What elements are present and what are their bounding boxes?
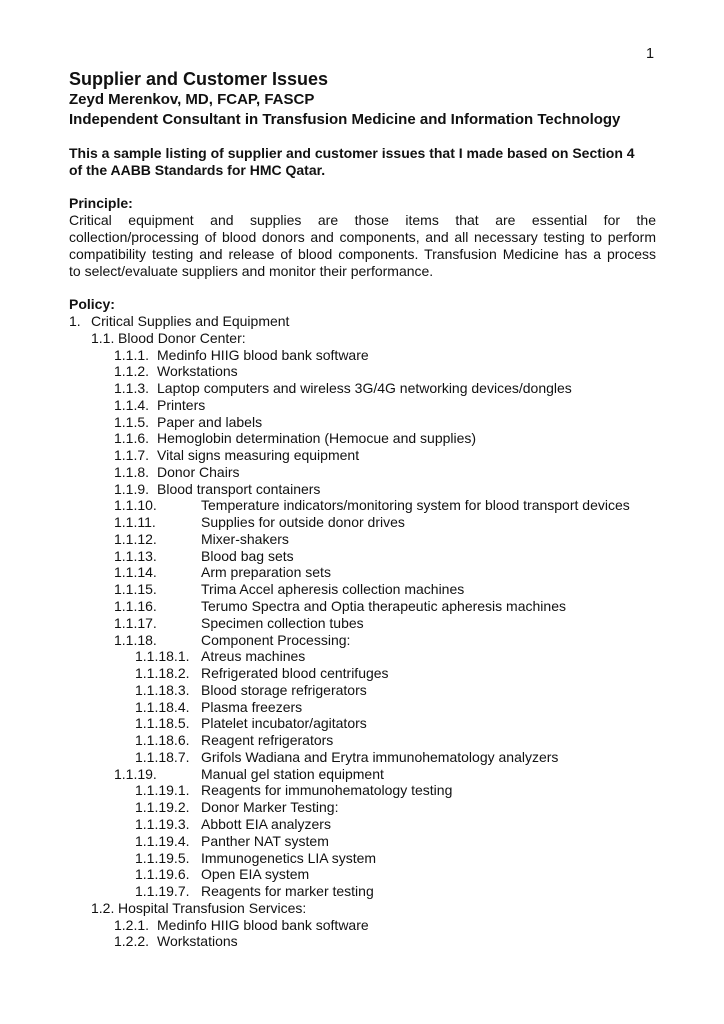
list-item-text: Donor Marker Testing: bbox=[201, 799, 339, 816]
list-item bbox=[0, 380, 724, 397]
list-item-number: 1.1.19.7. bbox=[135, 883, 190, 900]
list-item-number: 1.1.19.3. bbox=[135, 815, 190, 832]
list-item-number: 1.1.19. bbox=[114, 765, 157, 782]
list-item bbox=[0, 833, 724, 850]
list-item bbox=[0, 699, 724, 716]
list-item-text: Blood Donor Center: bbox=[118, 329, 246, 346]
list-item bbox=[0, 917, 724, 934]
list-item-number: 1.1.6. bbox=[114, 430, 150, 447]
list-item-text: Mixer-shakers bbox=[201, 530, 289, 547]
list-item bbox=[0, 682, 724, 699]
list-item-number: 1.2.1. bbox=[114, 916, 150, 933]
list-item-text: Panther NAT system bbox=[201, 832, 329, 849]
list-item-number: 1.1.14. bbox=[114, 564, 157, 581]
list-item-text: Manual gel station equipment bbox=[201, 765, 384, 782]
list-item-text: Abbott EIA analyzers bbox=[201, 815, 331, 832]
list-item-text: Plasma freezers bbox=[201, 698, 303, 715]
list-item-text: Reagents for marker testing bbox=[201, 883, 374, 900]
list-item-number: 1.1.3. bbox=[114, 380, 150, 397]
list-item-number: 1.1.4. bbox=[114, 396, 150, 413]
policy-list bbox=[0, 313, 724, 950]
policy-heading: Policy: bbox=[69, 296, 115, 312]
list-item-number: 1.1.18.6. bbox=[135, 732, 190, 749]
list-item-text: Component Processing: bbox=[201, 631, 351, 648]
list-item-number: 1.1.18.2. bbox=[135, 665, 190, 682]
list-item bbox=[0, 866, 724, 883]
list-item-number: 1.2. bbox=[91, 899, 115, 916]
list-item-number: 1.1.13. bbox=[114, 547, 157, 564]
list-item-text: Immunogenetics LIA system bbox=[201, 849, 377, 866]
list-item-number: 1.1.8. bbox=[114, 463, 150, 480]
list-item-number: 1.1.19.6. bbox=[135, 866, 190, 883]
list-item-number: 1.1.15. bbox=[114, 581, 157, 598]
list-item-text: Reagents for immunohematology testing bbox=[201, 782, 453, 799]
list-item-number: 1.1.18.3. bbox=[135, 681, 190, 698]
list-item-text: Trima Accel apheresis collection machines bbox=[201, 581, 465, 598]
list-item-text: Blood transport containers bbox=[157, 480, 321, 497]
author-line: Zeyd Merenkov, MD, FCAP, FASCP bbox=[69, 91, 315, 108]
list-item bbox=[0, 816, 724, 833]
list-item-text: Specimen collection tubes bbox=[201, 614, 364, 631]
list-item-text: Grifols Wadiana and Erytra immunohematology analyzers bbox=[201, 748, 559, 765]
list-item bbox=[0, 464, 724, 481]
list-item-number: 1.1.18.7. bbox=[135, 748, 190, 765]
list-item bbox=[0, 749, 724, 766]
list-item bbox=[0, 497, 724, 514]
list-item-number: 1.1.19.5. bbox=[135, 849, 190, 866]
list-item-text: Critical Supplies and Equipment bbox=[91, 313, 290, 329]
principle-line: compatibility testing and release of blood components. Transfusion Medicine has a process bbox=[69, 245, 656, 262]
intro-line-2: of the AABB Standards for HMC Qatar. bbox=[69, 162, 326, 178]
intro-line-1: This a sample listing of supplier and customer issues that I made based on Section 4 bbox=[69, 145, 635, 161]
list-item-text: Reagent refrigerators bbox=[201, 732, 334, 749]
list-item bbox=[0, 850, 724, 867]
list-item-text: Paper and labels bbox=[157, 413, 263, 430]
list-item-text: Vital signs measuring equipment bbox=[157, 447, 360, 464]
list-item bbox=[0, 363, 724, 380]
list-item-number: 1.1. bbox=[91, 329, 115, 346]
list-item-number: 1.1.12. bbox=[114, 530, 157, 547]
list-item-number: 1.2.2. bbox=[114, 933, 150, 950]
list-item bbox=[0, 397, 724, 414]
list-item bbox=[0, 648, 724, 665]
page-number: 1 bbox=[646, 46, 655, 62]
list-item-text: Blood storage refrigerators bbox=[201, 681, 367, 698]
list-item-number: 1.1.10. bbox=[114, 497, 157, 514]
list-item bbox=[0, 900, 724, 917]
list-item bbox=[0, 548, 724, 565]
list-item-number: 1.1.19.2. bbox=[135, 799, 190, 816]
list-item bbox=[0, 615, 724, 632]
list-item-text: Terumo Spectra and Optia therapeutic apheresis machines bbox=[201, 598, 566, 615]
list-item-number: 1. bbox=[69, 313, 81, 329]
list-item bbox=[0, 933, 724, 950]
list-item-number: 1.1.1. bbox=[114, 346, 150, 363]
list-item-text: Medinfo HIIG blood bank software bbox=[157, 916, 369, 933]
list-item bbox=[0, 514, 724, 531]
list-item-number: 1.1.19.4. bbox=[135, 832, 190, 849]
list-item-number: 1.1.18. bbox=[114, 631, 157, 648]
list-item-number: 1.1.2. bbox=[114, 363, 150, 380]
list-item-text: Atreus machines bbox=[201, 648, 306, 665]
list-item-text: Workstations bbox=[157, 363, 238, 380]
list-item-text: Temperature indicators/monitoring system for blood transport devices bbox=[201, 497, 630, 514]
list-item bbox=[0, 581, 724, 598]
list-item-text: Platelet incubator/agitators bbox=[201, 715, 367, 732]
list-item-text: Laptop computers and wireless 3G/4G networking devices/dongles bbox=[157, 380, 572, 397]
list-item-number: 1.1.18.4. bbox=[135, 698, 190, 715]
list-item bbox=[0, 447, 724, 464]
principle-heading: Principle: bbox=[69, 195, 133, 211]
list-item-number: 1.1.9. bbox=[114, 480, 150, 497]
list-item-text: Refrigerated blood centrifuges bbox=[201, 665, 389, 682]
list-item-text: Medinfo HIIG blood bank software bbox=[157, 346, 369, 363]
list-item bbox=[0, 715, 724, 732]
principle-paragraph bbox=[69, 212, 656, 280]
principle-line: to select/evaluate suppliers and monitor their performance. bbox=[69, 262, 434, 279]
list-item bbox=[0, 632, 724, 649]
list-item-text: Hospital Transfusion Services: bbox=[118, 899, 307, 916]
list-item bbox=[0, 347, 724, 364]
list-item-text: Printers bbox=[157, 396, 206, 413]
list-item-number: 1.1.16. bbox=[114, 598, 157, 615]
list-item bbox=[0, 883, 724, 900]
list-item-number: 1.1.19.1. bbox=[135, 782, 190, 799]
list-item-number: 1.1.17. bbox=[114, 614, 157, 631]
list-item bbox=[0, 564, 724, 581]
list-item-text: Supplies for outside donor drives bbox=[201, 514, 405, 531]
list-item bbox=[0, 531, 724, 548]
list-item-number: 1.1.11. bbox=[114, 514, 156, 531]
list-item-text: Arm preparation sets bbox=[201, 564, 331, 581]
list-item bbox=[0, 782, 724, 799]
list-item-number: 1.1.18.5. bbox=[135, 715, 190, 732]
list-item bbox=[0, 732, 724, 749]
list-item-text: Hemoglobin determination (Hemocue and supplies) bbox=[157, 430, 477, 447]
list-item-text: Donor Chairs bbox=[157, 463, 240, 480]
list-item bbox=[0, 430, 724, 447]
list-item bbox=[0, 481, 724, 498]
principle-line: collection/processing of blood donors and components, and all necessary testing to perform bbox=[69, 228, 656, 245]
list-item bbox=[0, 313, 724, 330]
list-item-text: Workstations bbox=[157, 933, 238, 950]
list-item bbox=[0, 414, 724, 431]
principle-line: Critical equipment and supplies are those items that are essential for the bbox=[69, 212, 656, 228]
list-item-number: 1.1.5. bbox=[114, 413, 150, 430]
list-item bbox=[0, 665, 724, 682]
list-item bbox=[0, 766, 724, 783]
list-item-text: Open EIA system bbox=[201, 866, 310, 883]
document-title: Supplier and Customer Issues bbox=[69, 69, 329, 89]
list-item bbox=[0, 799, 724, 816]
list-item bbox=[0, 598, 724, 615]
list-item-number: 1.1.7. bbox=[114, 447, 150, 464]
list-item bbox=[0, 330, 724, 347]
list-item-text: Blood bag sets bbox=[201, 547, 294, 564]
list-item-number: 1.1.18.1. bbox=[135, 648, 190, 665]
affiliation-line: Independent Consultant in Transfusion Medicine and Information Technology bbox=[69, 111, 621, 128]
